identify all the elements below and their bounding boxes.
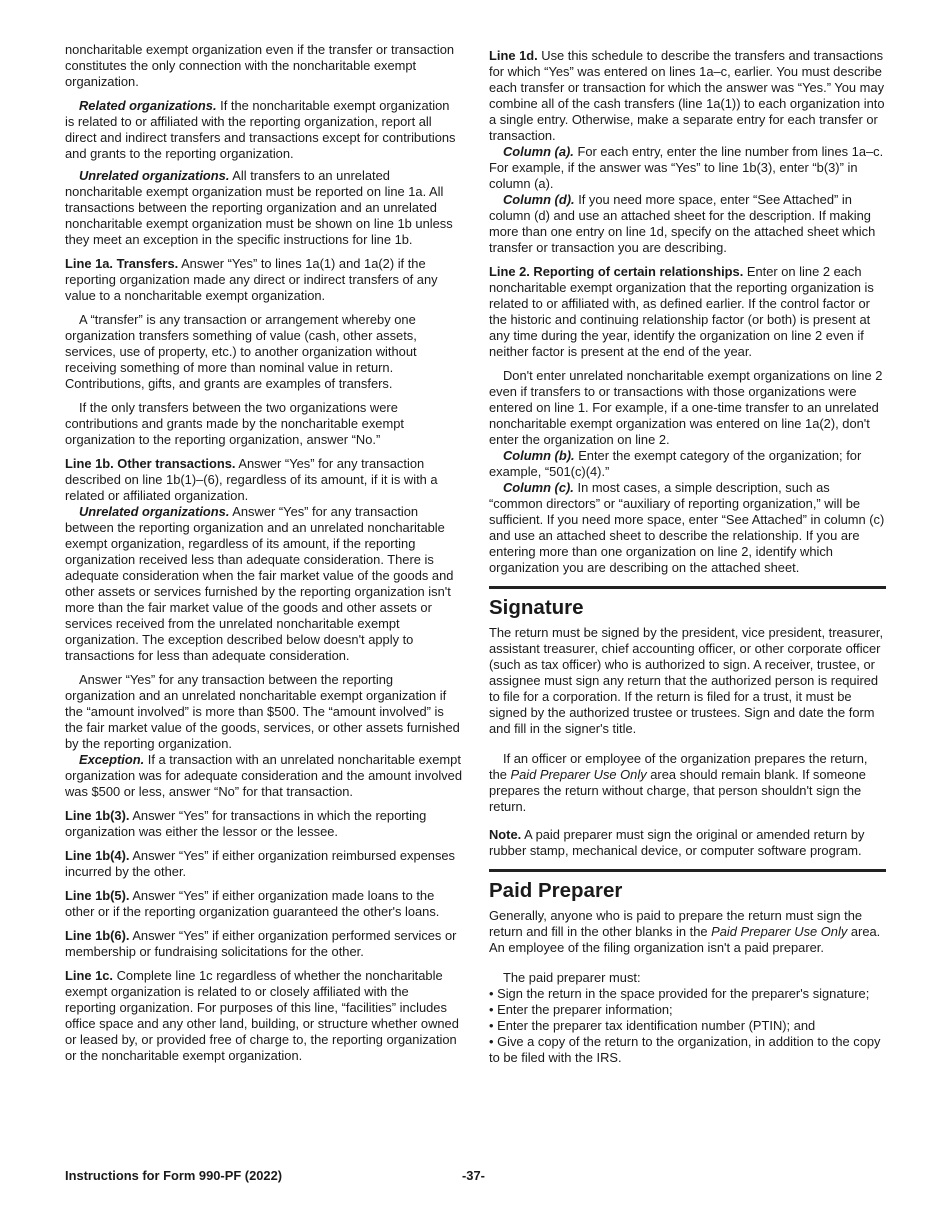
- column-a-paragraph: Column (a). For each entry, enter the line number from lines 1a–c. For example, if the answer was “Yes” to line 1b(3), enter “b(3)” in column (a).: [489, 144, 884, 191]
- line-1d-paragraph: Line 1d. Use this schedule to describe the transfers and transactions for which “Yes” was entered on lines 1a–c, earlier. You must describe each transfer or transaction for which the answer was “Yes.” You may combine all of the cash transfers (line 1a(1)) to each organization into a single entry. Otherwise, make a separate entry for each transfer or transaction.: [489, 48, 885, 143]
- left-column: [65, 42, 462, 1072]
- line-1b-paragraph: Line 1b. Other transactions. Answer “Yes” for any transaction described on line 1b(1)–(6), regardless of its amount, if it is with a related or affiliated organization.: [65, 456, 438, 503]
- amount-involved-paragraph: Answer “Yes” for any transaction between the reporting organization and an unrelated noncharitable exempt organization if the “amount involved” is more than $500. The “amount involved” is the fair market value of the goods, services, or other assets furnished by the reporting organization.: [65, 672, 460, 751]
- dont-enter-paragraph: Don't enter unrelated noncharitable exempt organizations on line 2 even if transfers to or transactions with those organizations were entered on line 1. For example, if a one-time transfer to an unrelated noncharitable exempt organization was entered on line 1a(2), don't enter the organization on line 2.: [489, 368, 883, 447]
- unrelated-consideration-paragraph: Unrelated organizations. Answer “Yes” for any transaction between the reporting organization and an unrelated noncharitable exempt organization, regardless of its amount, if the reporting organization received less than adequate consideration. There is adequate consideration when the fair market value of the goods and other assets or services furnished by the reporting organization isn't more than the fair market value of the goods and other assets or services received from the unrelated noncharitable exempt organization. The exception described below doesn't apply to transactions for less than adequate consideration.: [65, 504, 454, 663]
- preparer-must-line: The paid preparer must:: [503, 970, 641, 985]
- signature-heading: Signature: [489, 596, 584, 619]
- right-column: [489, 48, 886, 1066]
- paid-preparer-heading: Paid Preparer: [489, 879, 623, 902]
- signature-section-rule: [489, 586, 886, 589]
- line-1b6-paragraph: Line 1b(6). Answer “Yes” if either organization performed services or membership or fundraising solicitations for the other.: [65, 928, 457, 959]
- list-item: • Give a copy of the return to the organization, in addition to the copy to be filed with the IRS.: [489, 1034, 881, 1065]
- paid-preparer-paragraph: Generally, anyone who is paid to prepare the return must sign the return and fill in the other blanks in the Paid Preparer Use Only area. An employee of the filing organization isn't a paid preparer.: [489, 908, 881, 955]
- list-item: • Enter the preparer tax identification number (PTIN); and: [489, 1018, 816, 1033]
- signature-paragraph: The return must be signed by the president, vice president, treasurer, assistant treasurer, chief accounting officer, or other corporate officer (such as tax officer) who is authorized to sign. A receiver, trustee, or assignee must sign any return that the authorized person is required to file for a corporation. If the return is filed for a trust, it must be signed by the authorized trustee or trustees. Sign and date the form and fill in the signer's title.: [489, 625, 884, 736]
- officer-prepares-paragraph: If an officer or employee of the organization prepares the return, the Paid Preparer Use Only area should remain blank. If someone prepares the return without charge, that person shouldn't sign the return.: [489, 751, 868, 814]
- line-1c-paragraph: Line 1c. Complete line 1c regardless of whether the noncharitable exempt organization is related to or closely affiliated with the reporting organization. For purposes of this line, “facilities” includes office space and any other land, building, or structure whether owned or leased by, or provided free of charge to, the reporting organization or the noncharitable exempt organization.: [65, 968, 459, 1063]
- related-organizations-paragraph: Related organizations. If the noncharitable exempt organization is related to or affiliated with the reporting organization, report all direct and indirect transfers and transactions except for contributions and grants to the reporting organization.: [65, 98, 456, 161]
- note-paragraph: Note. A paid preparer must sign the original or amended return by rubber stamp, mechanical device, or computer software program.: [489, 827, 865, 858]
- column-d-paragraph: Column (d). If you need more space, enter “See Attached” in column (d) and use an attached sheet for the description. If making more than one entry on line 1d, specify on the attached sheet which transfer or transaction you are describing.: [489, 192, 876, 255]
- exception-paragraph: Exception. If a transaction with an unrelated noncharitable exempt organization was for adequate consideration and the amount involved was $500 or less, answer “No” for that transaction.: [65, 752, 463, 799]
- column-c-paragraph: Column (c). In most cases, a simple description, such as “common directors” or “auxiliary of reporting organization,” will be sufficient. If you need more space, enter “See Attached” in column (c) and use an attached sheet to describe the relationship. If you are entering more than one organization on line 2, identify which organization you are describing on the attached sheet.: [489, 480, 885, 575]
- transfer-definition-paragraph: A “transfer” is any transaction or arrangement whereby one organization transfers something of value (cash, other assets, services, use of property, etc.) to another organization without receiving something of more than nominal value in return. Contributions, gifts, and grants are examples of transfers.: [65, 312, 417, 391]
- paid-preparer-section-rule: [489, 869, 886, 872]
- page-number: -37-: [462, 1168, 485, 1183]
- line-1b5-paragraph: Line 1b(5). Answer “Yes” if either organization made loans to the other or if the reporting organization guaranteed the other's loans.: [65, 888, 440, 919]
- column-b-paragraph: Column (b). Enter the exempt category of the organization; for example, “501(c)(4).”: [489, 448, 862, 479]
- continued-paragraph: noncharitable exempt organization even if the transfer or transaction constitutes the only connection with the noncharitable exempt organization.: [65, 42, 455, 89]
- line-1b4-paragraph: Line 1b(4). Answer “Yes” if either organization reimbursed expenses incurred by the other.: [65, 848, 456, 879]
- list-item: • Enter the preparer information;: [489, 1002, 673, 1017]
- unrelated-organizations-paragraph: Unrelated organizations. All transfers to an unrelated noncharitable exempt organization must be reported on line 1a. All transactions between the reporting organization and an unrelated noncharitable exempt organization must be shown on line 1b unless they meet an exception in the specific instructions for line 1b.: [65, 168, 453, 247]
- line-1b3-paragraph: Line 1b(3). Answer “Yes” for transactions in which the reporting organization was either the lessor or the lessee.: [65, 808, 427, 839]
- preparer-duties-list: [489, 986, 886, 1066]
- line-1a-paragraph: Line 1a. Transfers. Answer “Yes” to lines 1a(1) and 1a(2) if the reporting organization made any direct or indirect transfers of any value to a noncharitable exempt organization.: [65, 256, 438, 303]
- line-2-paragraph: Line 2. Reporting of certain relationships. Enter on line 2 each noncharitable exempt organization that the reporting organization is related to or affiliated with, as defined earlier. If the control factor or the historic and continuing relationship factor (or both) is present at any time during the year, identify the organization on line 2 even if neither factor is present at the end of the year.: [489, 264, 874, 359]
- footer-form-title: Instructions for Form 990-PF (2022): [65, 1168, 283, 1183]
- list-item: • Sign the return in the space provided for the preparer's signature;: [489, 986, 870, 1001]
- only-transfers-paragraph: If the only transfers between the two organizations were contributions and grants made by the noncharitable exempt organization to the reporting organization, answer “No.”: [65, 400, 404, 447]
